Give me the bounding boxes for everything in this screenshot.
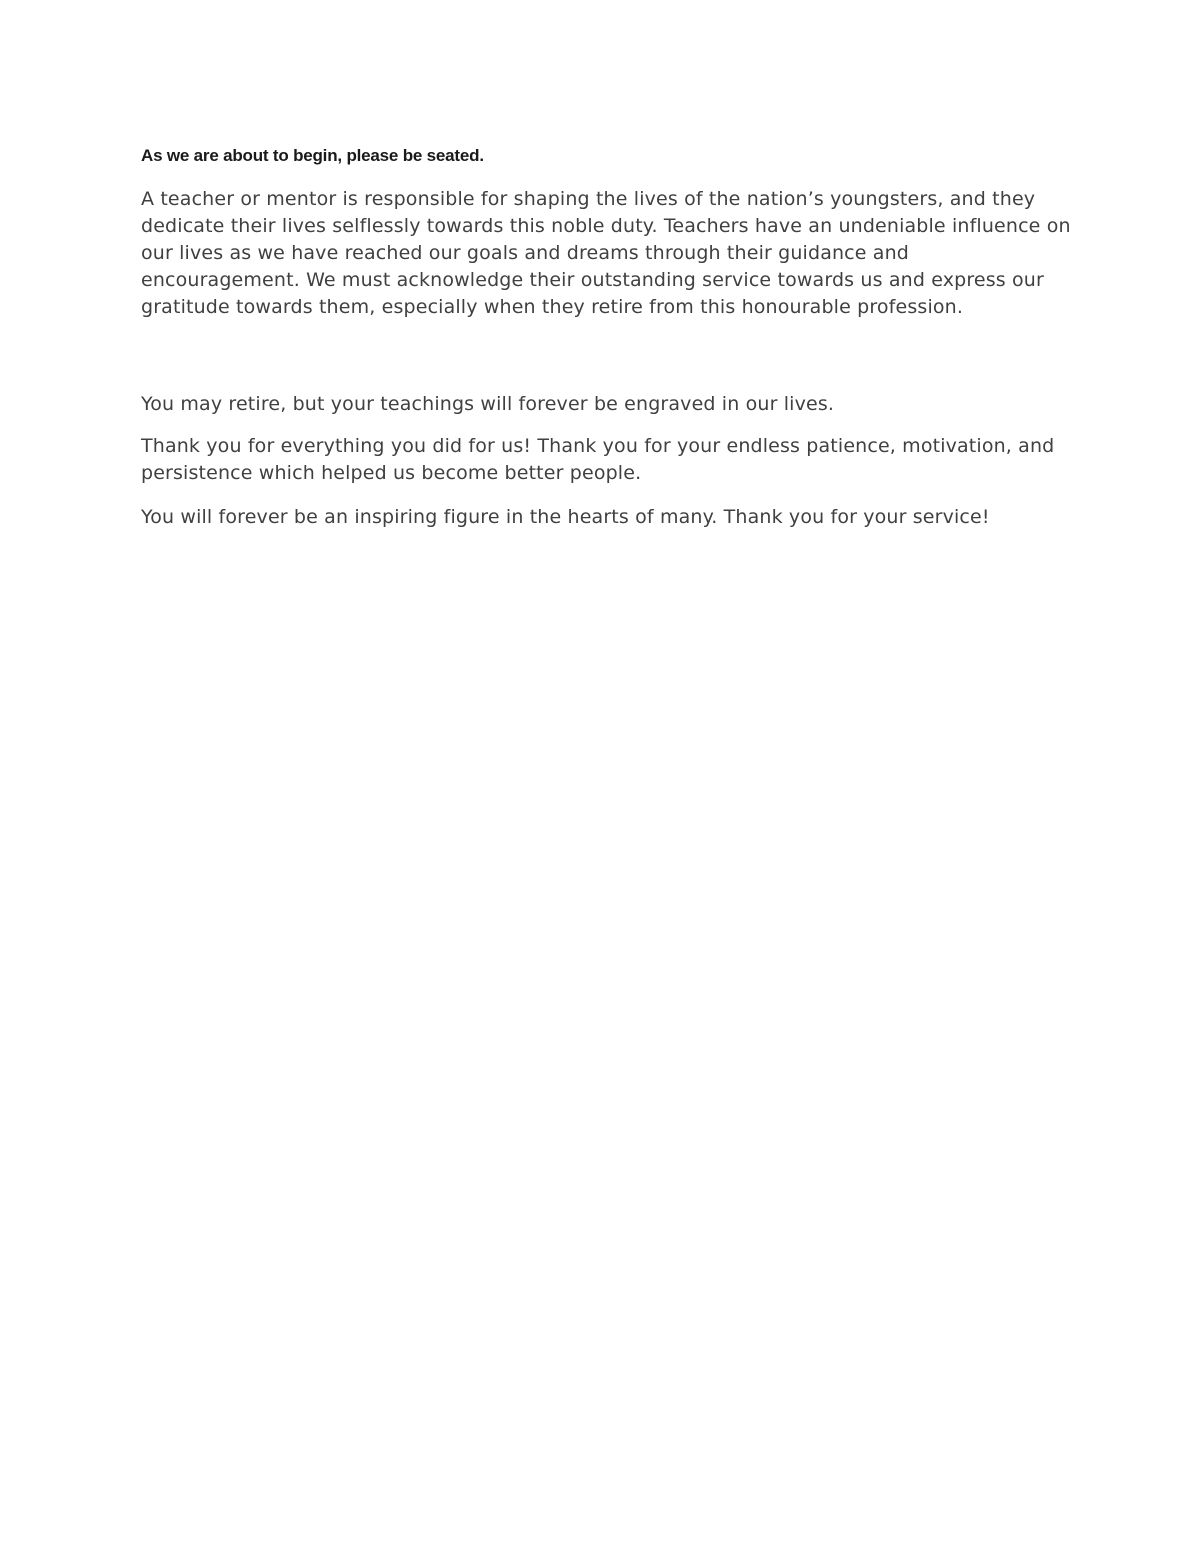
paragraph-retire: You may retire, but your teachings will forever be engraved in our lives. [141, 393, 835, 415]
paragraph-closing: You will forever be an inspiring figure in the hearts of many. Thank you for your service! [141, 506, 990, 528]
opening-line: As we are about to begin, please be seated. [141, 146, 484, 165]
document-body [141, 144, 1071, 531]
paragraph-tribute: A teacher or mentor is responsible for shaping the lives of the nation’s youngsters, and they dedicate their lives selflessly towards this noble duty. Teachers have an undeniable influence on our lives as we have reached our goals and dreams through their guidance and encouragement. We must acknowledge their outstanding service towards us and express our gratitude towards them, especially when they retire from this honourable profession. [141, 188, 1071, 318]
paragraph-thanks: Thank you for everything you did for us! Thank you for your endless patience, motivation, and persistence which helped us become better people. [141, 435, 1055, 484]
